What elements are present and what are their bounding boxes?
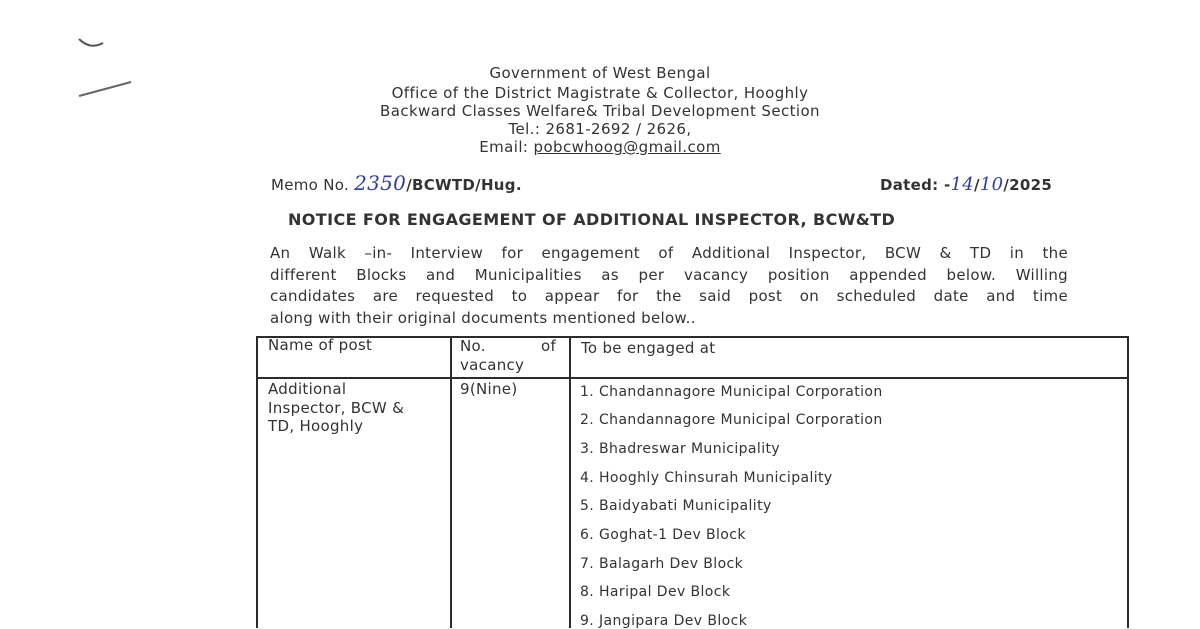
- dated-day: 14: [950, 174, 975, 195]
- location-item: 2. Chandannagore Municipal Corporation: [580, 412, 883, 428]
- location-item: 6. Goghat-1 Dev Block: [580, 527, 746, 543]
- dated-label: Dated: -: [880, 176, 951, 194]
- location-item: 3. Bhadreswar Municipality: [580, 441, 781, 457]
- post-name-line: Inspector, BCW &: [268, 399, 405, 417]
- table-left-border: [256, 336, 258, 628]
- header-vacancy-no: No.: [460, 337, 486, 355]
- location-item: 7. Balagarh Dev Block: [580, 556, 744, 572]
- paragraph-line: An Walk –in- Interview for engagement of Additional Inspector, BCW & TD in the: [270, 244, 1068, 262]
- punch-hole-mark: [76, 36, 106, 50]
- table-col-divider-2: [569, 336, 571, 628]
- notice-paragraph: [270, 243, 1068, 329]
- email-label: Email:: [479, 138, 534, 156]
- paragraph-line: different Blocks and Municipalities as per vacancy position appended below. Willing: [270, 265, 1068, 284]
- header-telephone: Tel.: 2681-2692 / 2626,: [508, 120, 692, 138]
- memo-handwritten-number: 2350: [354, 171, 407, 195]
- email-address: pobcwhoog@gmail.com: [533, 138, 721, 156]
- location-item: 5. Baidyabati Municipality: [580, 498, 772, 514]
- header-office: Office of the District Magistrate & Collector, Hooghly: [391, 84, 809, 102]
- dated-sep: /: [974, 176, 980, 194]
- memo-number: [271, 171, 522, 195]
- location-item: 9. Jangipara Dev Block: [580, 613, 748, 629]
- location-item: 1. Chandannagore Municipal Corporation: [580, 384, 883, 400]
- post-name-line: TD, Hooghly: [268, 417, 364, 435]
- memo-label: Memo No.: [271, 176, 355, 194]
- table-right-border: [1127, 336, 1129, 628]
- table-top-border: [256, 336, 1128, 338]
- location-item: 8. Haripal Dev Block: [580, 584, 731, 600]
- paragraph-line: candidates are requested to appear for the said post on scheduled date and time: [270, 287, 1068, 305]
- notice-title: NOTICE FOR ENGAGEMENT OF ADDITIONAL INSPECTOR, BCW&TD: [288, 210, 896, 229]
- table-header-border: [256, 377, 1128, 379]
- dated-year: /2025: [1003, 176, 1053, 194]
- header-name-of-post: Name of post: [268, 336, 373, 354]
- header-email-line: [0, 138, 1200, 156]
- header-vacancy-word: vacancy: [460, 356, 525, 374]
- table-col-divider-1: [450, 336, 452, 628]
- paragraph-line: along with their original documents mentioned below..: [270, 308, 696, 327]
- location-item: 4. Hooghly Chinsurah Municipality: [580, 470, 833, 486]
- post-name-line: Additional: [268, 380, 347, 398]
- dated-month: 10: [979, 174, 1004, 195]
- header-to-be-engaged-at: To be engaged at: [581, 339, 716, 357]
- memo-suffix: /BCWTD/Hug.: [406, 176, 522, 194]
- header-vacancy-of: of: [541, 337, 557, 355]
- vacancy-count: 9(Nine): [460, 380, 518, 398]
- dated: [880, 174, 1052, 195]
- header-section: Backward Classes Welfare& Tribal Development Section: [380, 102, 820, 120]
- header-government: Government of West Bengal: [489, 64, 711, 82]
